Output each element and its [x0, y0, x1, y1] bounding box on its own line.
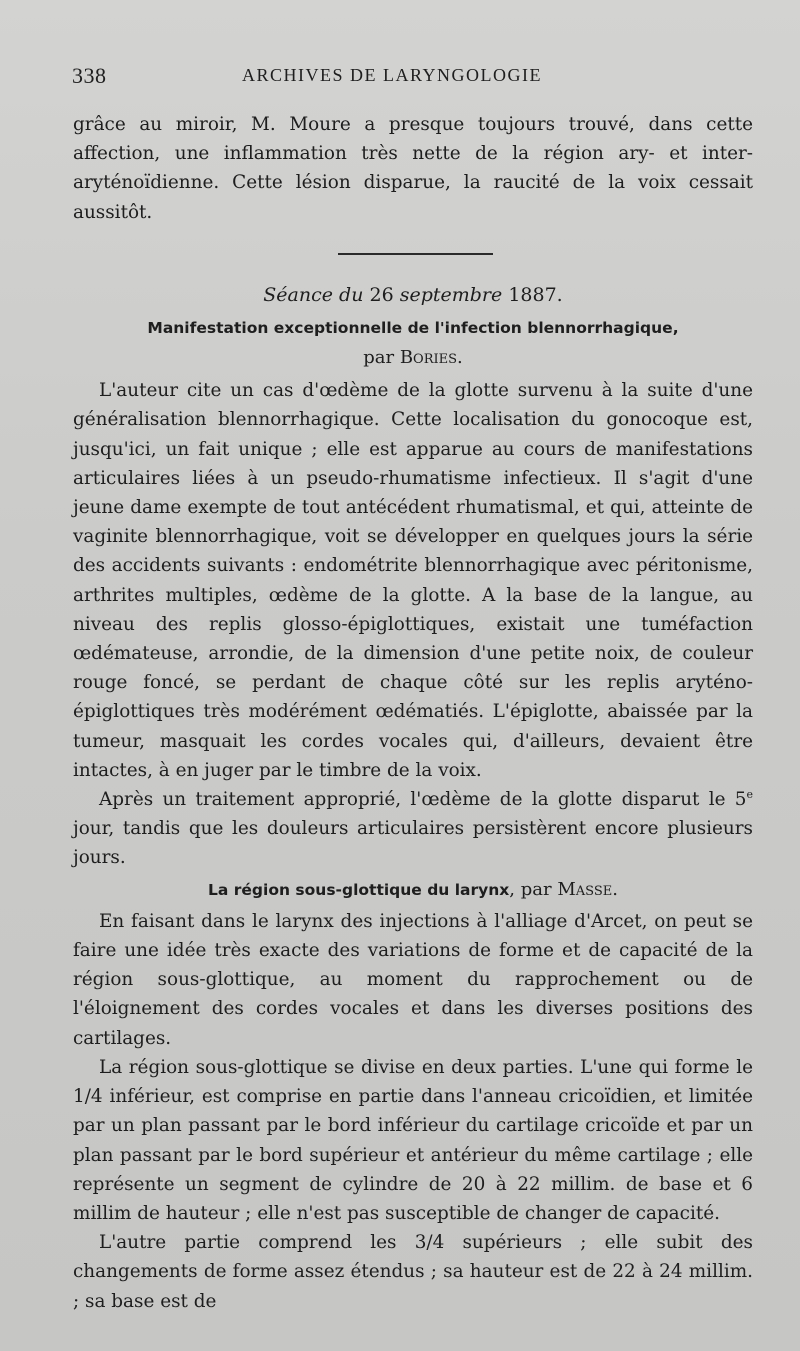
seance-day: 26: [369, 283, 394, 306]
seance-month: septembre: [399, 283, 503, 306]
article-paragraph: En faisant dans le larynx des injections à l'alliage d'Arcet, on peut se faire une idée très exacte des variations de forme et de capacité de la région sous-glottique, au moment du rapprochement ou de l'éloignement des cordes vocales et dans les diverses positions des cartilages.: [73, 910, 753, 1049]
page-body: [73, 110, 753, 1316]
seance-heading: [73, 281, 753, 310]
article-title: Manifestation exceptionnelle de l'infection blennorrhagique,: [147, 319, 679, 338]
seance-label: Séance du: [263, 283, 364, 306]
running-head: ARCHIVES DE LARYNGOLOGIE: [242, 65, 542, 85]
article-paragraph: L'autre partie comprend les 3/4 supérieurs ; elle subit des changements de forme assez étendus ; sa hauteur est de 22 à 24 millim. ; sa base est de: [73, 1232, 753, 1312]
article-paragraph: [73, 785, 753, 873]
article-byline: [73, 343, 753, 372]
paragraph-text: Après un traitement approprié, l'œdème de la glotte disparut le 5: [99, 789, 747, 811]
article-title-text: La région sous-glottique du larynx: [208, 880, 510, 899]
seance-year: 1887.: [508, 283, 563, 306]
byline-par: , par: [509, 878, 552, 900]
article-paragraph: La région sous-glottique se divise en deux parties. L'une qui forme le 1/4 inférieur, est comprise en partie dans l'anneau cricoïdien, et limitée par un plan passant par le bord inférieur du cartilage cricoïde et par un plan passant par le bord supérieur et antérieur du même cartilage ; elle représente un segment de cylindre de 20 à 22 millim. de base et 6 millim de hauteur ; elle n'est pas susceptible de changer de capacité.: [73, 1056, 753, 1224]
article-author: Bories.: [399, 347, 463, 369]
section-divider: [338, 253, 493, 255]
byline-par: par: [363, 347, 395, 369]
ordinal-superscript: e: [746, 787, 753, 801]
page-header: [72, 63, 760, 93]
page-number: 338: [72, 63, 107, 88]
article-title: [73, 875, 753, 905]
paragraph-text: jour, tandis que les douleurs articulaires persistèrent encore plusieurs jours.: [73, 818, 753, 869]
intro-paragraph: grâce au miroir, M. Moure a presque toujours trouvé, dans cette affection, une inflammation très nette de la région ary- et inter-aryténoïdienne. Cette lésion disparue, la raucité de la voix cessait aussitôt.: [73, 114, 753, 223]
article-author: Masse.: [557, 878, 618, 900]
article-paragraph: L'auteur cite un cas d'œdème de la glotte survenu à la suite d'une généralisation blennorrhagique. Cette localisation du gonocoque est, jusqu'ici, un fait unique ; elle est apparue au cours de manifestations articulaires liées à un pseudo-rhumatisme infectieux. Il s'agit d'une jeune dame exempte de tout antécédent rhumatismal, et qui, atteinte de vaginite blennorrhagique, voit se développer en quelques jours la série des accidents suivants : endométrite blennorrhagique avec péritonisme, arthrites multiples, œdème de la glotte. A la base de la langue, au niveau des replis glosso-épiglottiques, existait une tuméfaction œdémateuse, arrondie, de la dimension d'une petite noix, de couleur rouge foncé, se perdant de chaque côté sur les replis aryténo-épiglottiques très modérément œdématiés. L'épiglotte, abaissée par la tumeur, masquait les cordes vocales qui, d'ailleurs, devaient être intactes, à en juger par le timbre de la voix.: [73, 380, 753, 781]
